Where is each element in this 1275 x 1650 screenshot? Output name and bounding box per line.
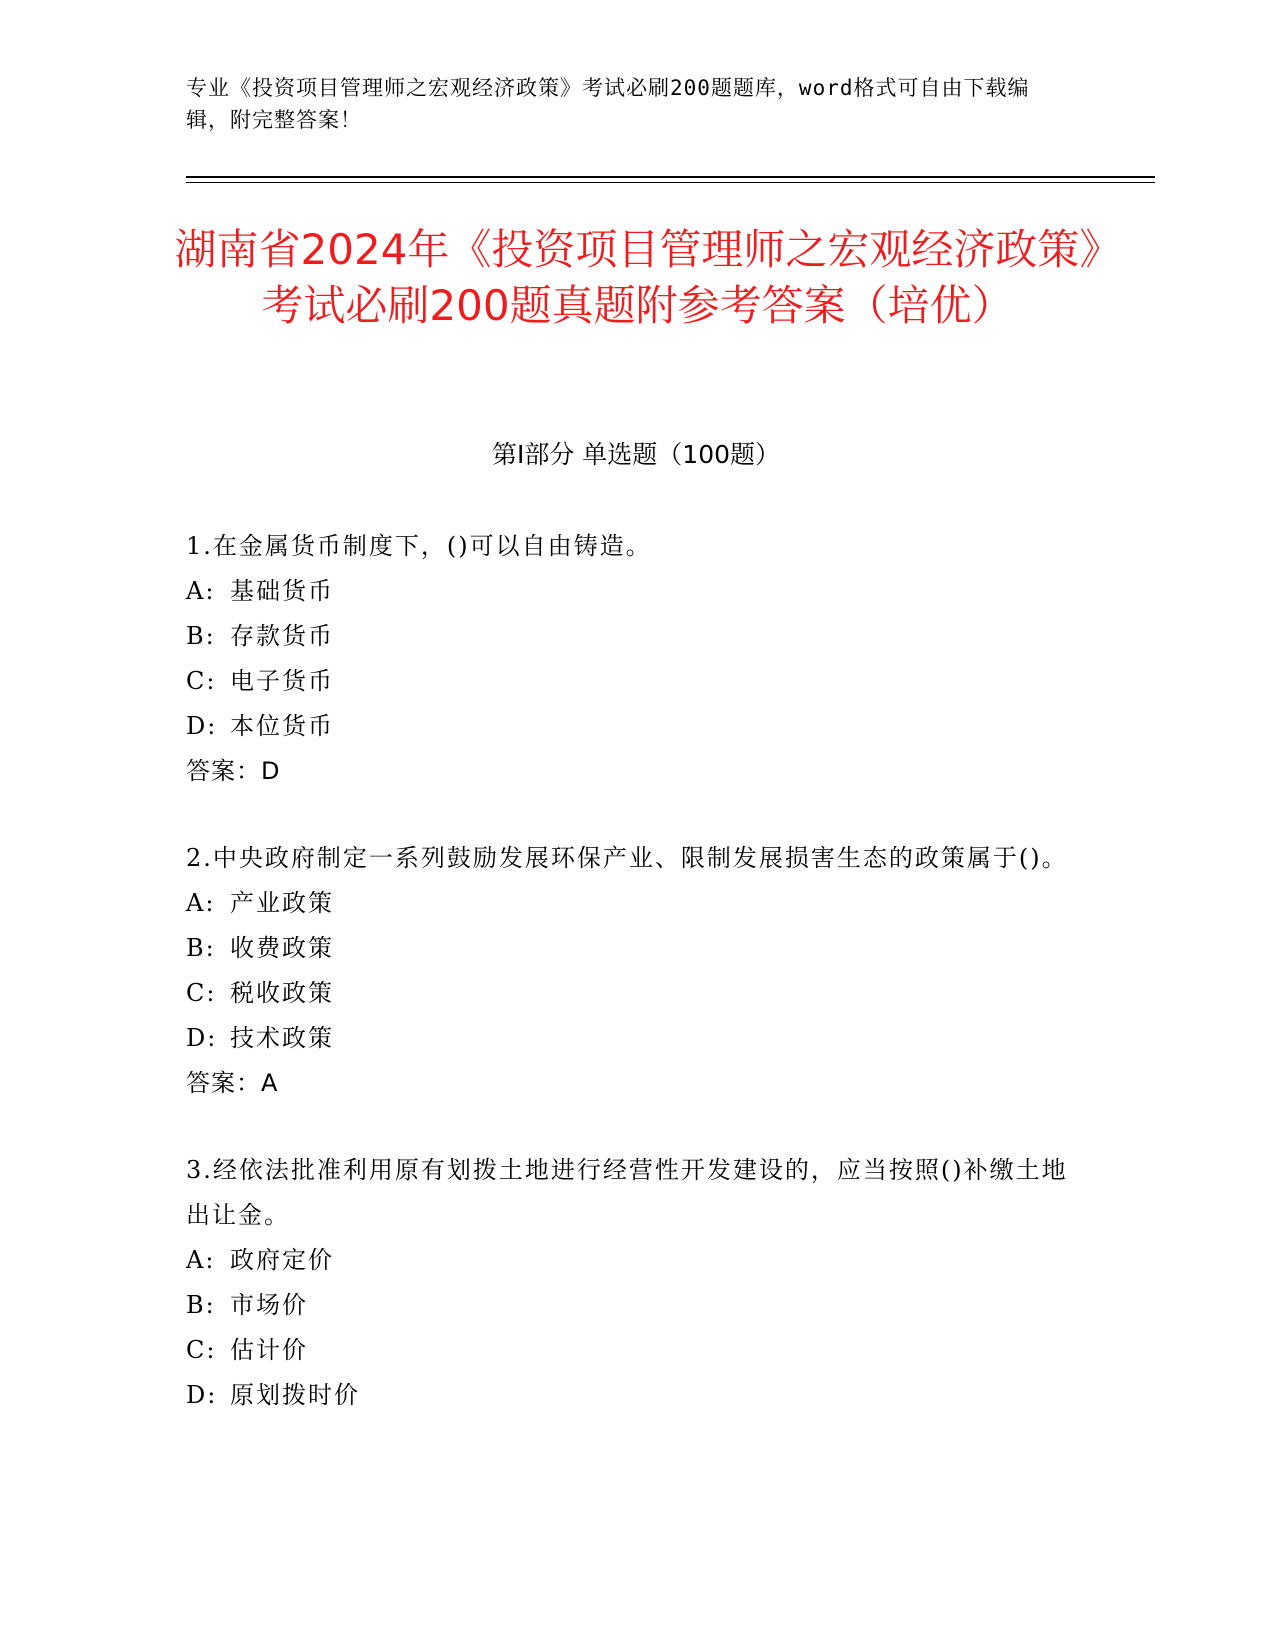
option-b [186, 614, 1076, 659]
option-c [186, 1328, 1076, 1373]
option-text: 收费政策 [230, 934, 334, 962]
question-stem: 3.经依法批准利用原有划拨土地进行经营性开发建设的，应当按照()补缴土地出让金。 [186, 1156, 1068, 1229]
option-text: 原划拨时价 [230, 1381, 360, 1409]
option-d [186, 1373, 1076, 1418]
option-text: 税收政策 [230, 979, 334, 1007]
option-key: C: [186, 1336, 217, 1364]
question-stem: 1.在金属货币制度下，()可以自由铸造。 [186, 532, 652, 560]
option-text: 存款货币 [230, 622, 334, 650]
option-c [186, 659, 1076, 704]
option-a [186, 569, 1076, 614]
question-stem: 2.中央政府制定一系列鼓励发展环保产业、限制发展损害生态的政策属于()。 [186, 844, 1068, 872]
option-text: 政府定价 [230, 1246, 334, 1274]
answer: 答案：D [186, 757, 281, 785]
option-d [186, 1016, 1076, 1061]
option-key: B: [186, 1291, 216, 1319]
question-2 [186, 836, 1076, 1106]
option-text: 基础货币 [230, 577, 334, 605]
header-divider-thin [186, 182, 1155, 183]
question-list [186, 524, 1076, 1460]
option-key: C: [186, 667, 217, 695]
option-text: 市场价 [230, 1291, 308, 1319]
option-key: A: [186, 889, 216, 917]
option-key: B: [186, 622, 216, 650]
header-divider-thick [186, 176, 1155, 178]
option-a [186, 1238, 1076, 1283]
option-text: 本位货币 [230, 712, 334, 740]
option-key: D: [186, 1024, 218, 1052]
option-text: 技术政策 [230, 1024, 334, 1052]
option-a [186, 881, 1076, 926]
section-heading: 第I部分 单选题（100题） [491, 440, 781, 469]
option-key: D: [186, 712, 218, 740]
option-text: 电子货币 [230, 667, 334, 695]
header-note: 专业《投资项目管理师之宏观经济政策》考试必刷200题题库，word格式可自由下载编辑，附完整答案！ [186, 76, 1030, 132]
option-c [186, 971, 1076, 1016]
option-key: D: [186, 1381, 218, 1409]
option-b [186, 926, 1076, 971]
option-key: A: [186, 1246, 216, 1274]
option-text: 产业政策 [230, 889, 334, 917]
document-title: 湖南省2024年《投资项目管理师之宏观经济政策》考试必刷200题真题附参考答案（培优） [174, 225, 1101, 330]
option-key: B: [186, 934, 216, 962]
option-key: A: [186, 577, 216, 605]
option-b [186, 1283, 1076, 1328]
option-d [186, 704, 1076, 749]
question-1 [186, 524, 1076, 794]
option-key: C: [186, 979, 217, 1007]
question-3 [186, 1148, 1076, 1418]
answer: 答案：A [186, 1069, 279, 1097]
option-text: 估计价 [230, 1336, 308, 1364]
